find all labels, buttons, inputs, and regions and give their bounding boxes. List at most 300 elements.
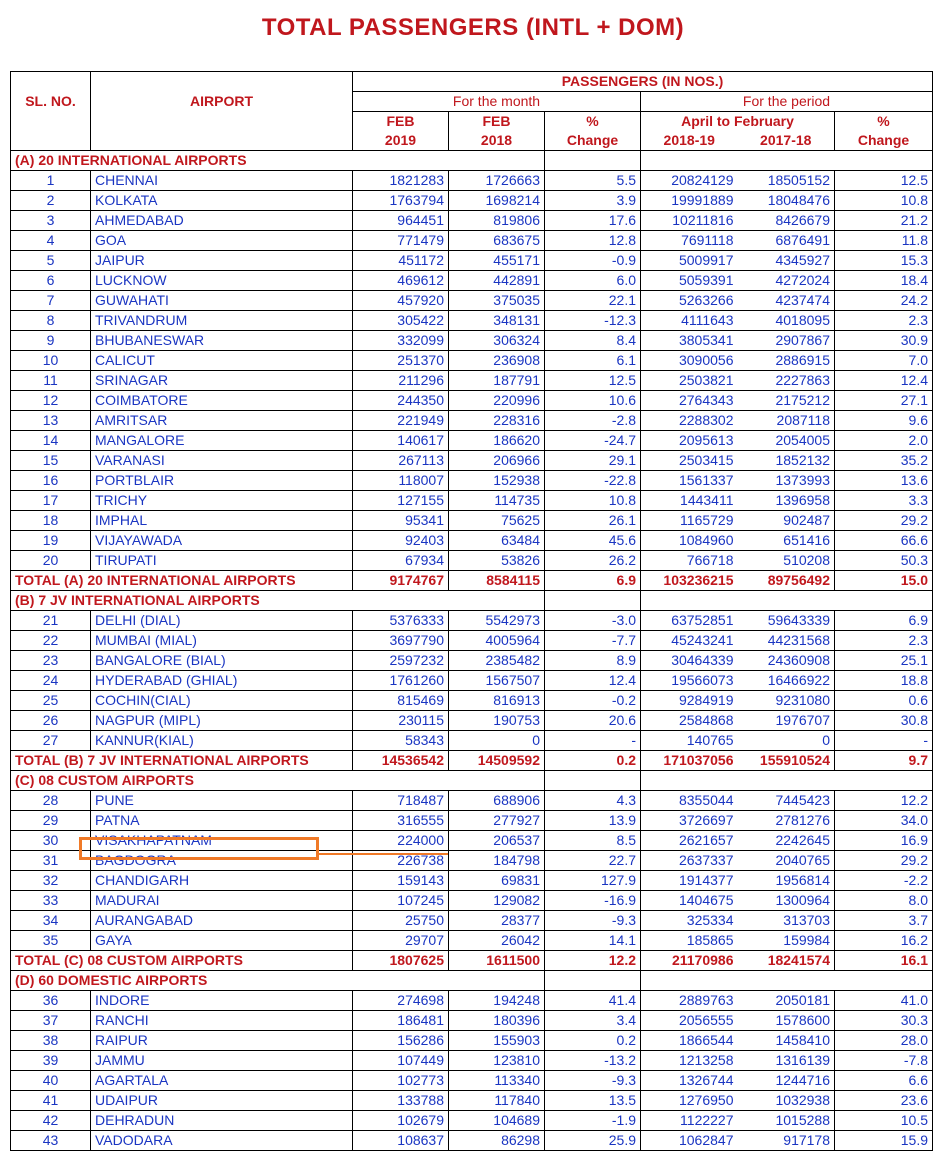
period-2017-18-cell: 2040765 — [738, 851, 835, 871]
month-change-cell: -24.7 — [545, 431, 641, 451]
period-change-cell: 2.3 — [835, 631, 933, 651]
period-2018-19-cell: 10211816 — [641, 211, 738, 231]
period-2018-19-cell: 4111643 — [641, 311, 738, 331]
period-change-cell: 2.0 — [835, 431, 933, 451]
feb-2019-cell: 332099 — [353, 331, 449, 351]
total-feb-2019-cell: 14536542 — [353, 751, 449, 771]
airport-name-cell: PATNA — [91, 811, 353, 831]
period-change-cell: 16.9 — [835, 831, 933, 851]
month-change-cell: -13.2 — [545, 1051, 641, 1071]
airport-name-cell: BANGALORE (BIAL) — [91, 651, 353, 671]
airport-name-cell: AMRITSAR — [91, 411, 353, 431]
header-airport-bottom — [91, 131, 353, 151]
table-row — [11, 791, 933, 811]
serial-number-cell: 8 — [11, 311, 91, 331]
table-row — [11, 891, 933, 911]
serial-number-cell: 25 — [11, 691, 91, 711]
section-spacer — [641, 971, 933, 991]
period-2018-19-cell: 1276950 — [641, 1091, 738, 1111]
serial-number-cell: 41 — [11, 1091, 91, 1111]
airport-name-cell: CHENNAI — [91, 171, 353, 191]
serial-number-cell: 7 — [11, 291, 91, 311]
feb-2018-cell: 819806 — [449, 211, 545, 231]
feb-2018-cell: 184798 — [449, 851, 545, 871]
feb-2019-cell: 316555 — [353, 811, 449, 831]
feb-2018-cell: 277927 — [449, 811, 545, 831]
airport-name-cell: KOLKATA — [91, 191, 353, 211]
serial-number-cell: 12 — [11, 391, 91, 411]
serial-number-cell: 33 — [11, 891, 91, 911]
feb-2018-cell: 123810 — [449, 1051, 545, 1071]
feb-2019-cell: 224000 — [353, 831, 449, 851]
period-2018-19-cell: 1213258 — [641, 1051, 738, 1071]
period-2018-19-cell: 185865 — [641, 931, 738, 951]
section-title: (A) 20 INTERNATIONAL AIRPORTS — [11, 151, 545, 171]
feb-2018-cell: 113340 — [449, 1071, 545, 1091]
feb-2019-cell: 133788 — [353, 1091, 449, 1111]
table-row — [11, 271, 933, 291]
month-change-cell: 22.7 — [545, 851, 641, 871]
feb-2019-cell: 469612 — [353, 271, 449, 291]
total-period-2018-19-cell: 103236215 — [641, 571, 738, 591]
serial-number-cell: 29 — [11, 811, 91, 831]
period-2017-18-cell: 18505152 — [738, 171, 835, 191]
serial-number-cell: 1 — [11, 171, 91, 191]
period-2017-18-cell: 510208 — [738, 551, 835, 571]
feb-2018-cell: 306324 — [449, 331, 545, 351]
period-2018-19-cell: 2764343 — [641, 391, 738, 411]
serial-number-cell: 23 — [11, 651, 91, 671]
table-row — [11, 311, 933, 331]
period-change-cell: 0.6 — [835, 691, 933, 711]
period-change-cell: 12.4 — [835, 371, 933, 391]
period-change-cell: 25.1 — [835, 651, 933, 671]
airport-name-cell: TRICHY — [91, 491, 353, 511]
total-feb-2018-cell: 8584115 — [449, 571, 545, 591]
airport-name-cell: LUCKNOW — [91, 271, 353, 291]
serial-number-cell: 4 — [11, 231, 91, 251]
section-title: (C) 08 CUSTOM AIRPORTS — [11, 771, 545, 791]
period-2018-19-cell: 1165729 — [641, 511, 738, 531]
period-change-cell: 10.5 — [835, 1111, 933, 1131]
month-change-cell: 3.9 — [545, 191, 641, 211]
feb-2018-cell: 104689 — [449, 1111, 545, 1131]
airport-name-cell: BAGDOGRA — [91, 851, 353, 871]
table-row — [11, 731, 933, 751]
month-change-cell: 26.1 — [545, 511, 641, 531]
period-2017-18-cell: 7445423 — [738, 791, 835, 811]
airport-name-cell: VIJAYAWADA — [91, 531, 353, 551]
feb-2018-cell: 455171 — [449, 251, 545, 271]
airport-name-cell: COIMBATORE — [91, 391, 353, 411]
period-2018-19-cell: 19991889 — [641, 191, 738, 211]
feb-2019-cell: 29707 — [353, 931, 449, 951]
month-change-cell: 8.5 — [545, 831, 641, 851]
total-feb-2019-cell: 1807625 — [353, 951, 449, 971]
period-2017-18-cell: 2054005 — [738, 431, 835, 451]
period-2018-19-cell: 1561337 — [641, 471, 738, 491]
table-row — [11, 1131, 933, 1151]
period-change-cell: 21.2 — [835, 211, 933, 231]
period-2018-19-cell: 20824129 — [641, 171, 738, 191]
serial-number-cell: 15 — [11, 451, 91, 471]
period-change-cell: 9.6 — [835, 411, 933, 431]
total-period-change-cell: 15.0 — [835, 571, 933, 591]
period-2017-18-cell: 159984 — [738, 931, 835, 951]
airport-name-cell: PORTBLAIR — [91, 471, 353, 491]
feb-2018-cell: 236908 — [449, 351, 545, 371]
period-2017-18-cell: 1373993 — [738, 471, 835, 491]
period-2018-19-cell: 2095613 — [641, 431, 738, 451]
month-change-cell: -12.3 — [545, 311, 641, 331]
period-2017-18-cell: 1956814 — [738, 871, 835, 891]
feb-2019-cell: 5376333 — [353, 611, 449, 631]
total-row — [11, 571, 933, 591]
month-change-cell: -3.0 — [545, 611, 641, 631]
period-2017-18-cell: 24360908 — [738, 651, 835, 671]
table-row — [11, 691, 933, 711]
month-change-cell: 6.0 — [545, 271, 641, 291]
feb-2018-cell: 129082 — [449, 891, 545, 911]
period-change-cell: 66.6 — [835, 531, 933, 551]
month-change-cell: 4.3 — [545, 791, 641, 811]
airport-name-cell: IMPHAL — [91, 511, 353, 531]
period-2018-19-cell: 2056555 — [641, 1011, 738, 1031]
serial-number-cell: 14 — [11, 431, 91, 451]
table-row — [11, 191, 933, 211]
serial-number-cell: 10 — [11, 351, 91, 371]
table-row — [11, 1111, 933, 1131]
airport-name-cell: VADODARA — [91, 1131, 353, 1151]
serial-number-cell: 9 — [11, 331, 91, 351]
feb-2018-cell: 28377 — [449, 911, 545, 931]
feb-2018-cell: 63484 — [449, 531, 545, 551]
period-2018-19-cell: 19566073 — [641, 671, 738, 691]
highlight-box — [79, 837, 319, 860]
total-month-change-cell: 12.2 — [545, 951, 641, 971]
table-row — [11, 511, 933, 531]
period-change-cell: 29.2 — [835, 511, 933, 531]
feb-2019-cell: 1761260 — [353, 671, 449, 691]
period-2017-18-cell: 1976707 — [738, 711, 835, 731]
serial-number-cell: 19 — [11, 531, 91, 551]
airport-name-cell: AURANGABAD — [91, 911, 353, 931]
period-2017-18-cell: 313703 — [738, 911, 835, 931]
section-spacer — [641, 771, 933, 791]
period-change-cell: 18.8 — [835, 671, 933, 691]
month-change-cell: -2.8 — [545, 411, 641, 431]
feb-2019-cell: 1763794 — [353, 191, 449, 211]
table-row — [11, 451, 933, 471]
period-2017-18-cell: 1015288 — [738, 1111, 835, 1131]
feb-2019-cell: 457920 — [353, 291, 449, 311]
period-2017-18-cell: 6876491 — [738, 231, 835, 251]
period-2017-18-cell: 2907867 — [738, 331, 835, 351]
period-change-cell: 10.8 — [835, 191, 933, 211]
feb-2018-cell: 375035 — [449, 291, 545, 311]
total-feb-2018-cell: 14509592 — [449, 751, 545, 771]
feb-2019-cell: 211296 — [353, 371, 449, 391]
period-change-cell: 29.2 — [835, 851, 933, 871]
table-row — [11, 551, 933, 571]
serial-number-cell: 43 — [11, 1131, 91, 1151]
airport-name-cell: TRIVANDRUM — [91, 311, 353, 331]
period-2017-18-cell: 4272024 — [738, 271, 835, 291]
month-change-cell: 29.1 — [545, 451, 641, 471]
table-row — [11, 531, 933, 551]
header-airport-mid — [91, 112, 353, 132]
feb-2018-cell: 206966 — [449, 451, 545, 471]
airport-name-cell: KANNUR(KIAL) — [91, 731, 353, 751]
section-spacer — [641, 151, 933, 171]
feb-2018-cell: 1567507 — [449, 671, 545, 691]
period-2018-19-cell: 1914377 — [641, 871, 738, 891]
airport-name-cell: NAGPUR (MIPL) — [91, 711, 353, 731]
period-2017-18-cell: 2050181 — [738, 991, 835, 1011]
period-2017-18-cell: 651416 — [738, 531, 835, 551]
period-2017-18-cell: 4018095 — [738, 311, 835, 331]
period-change-cell: 41.0 — [835, 991, 933, 1011]
table-row — [11, 651, 933, 671]
period-change-cell: - — [835, 731, 933, 751]
period-change-cell: 6.6 — [835, 1071, 933, 1091]
serial-number-cell: 6 — [11, 271, 91, 291]
feb-2019-cell: 67934 — [353, 551, 449, 571]
period-change-cell: 12.2 — [835, 791, 933, 811]
table-row — [11, 931, 933, 951]
serial-number-cell: 35 — [11, 931, 91, 951]
month-change-cell: 12.4 — [545, 671, 641, 691]
feb-2019-cell: 771479 — [353, 231, 449, 251]
month-change-cell: 12.5 — [545, 371, 641, 391]
period-2018-19-cell: 2288302 — [641, 411, 738, 431]
period-change-cell: 6.9 — [835, 611, 933, 631]
feb-2018-cell: 180396 — [449, 1011, 545, 1031]
passenger-table — [10, 71, 933, 1151]
airport-name-cell: JAIPUR — [91, 251, 353, 271]
period-2017-18-cell: 2175212 — [738, 391, 835, 411]
period-2018-19-cell: 2503415 — [641, 451, 738, 471]
section-spacer — [641, 591, 933, 611]
feb-2018-cell: 1726663 — [449, 171, 545, 191]
month-change-cell: -16.9 — [545, 891, 641, 911]
period-2017-18-cell: 1032938 — [738, 1091, 835, 1111]
feb-2019-cell: 2597232 — [353, 651, 449, 671]
month-change-cell: 3.4 — [545, 1011, 641, 1031]
section-spacer — [545, 151, 641, 171]
feb-2018-cell: 228316 — [449, 411, 545, 431]
feb-2018-cell: 75625 — [449, 511, 545, 531]
period-2018-19-cell: 9284919 — [641, 691, 738, 711]
total-month-change-cell: 6.9 — [545, 571, 641, 591]
period-2018-19-cell: 2503821 — [641, 371, 738, 391]
feb-2019-cell: 108637 — [353, 1131, 449, 1151]
header-pct1: % — [545, 112, 641, 132]
table-row — [11, 1071, 933, 1091]
feb-2018-cell: 5542973 — [449, 611, 545, 631]
feb-2019-cell: 267113 — [353, 451, 449, 471]
table-row — [11, 331, 933, 351]
feb-2019-cell: 58343 — [353, 731, 449, 751]
section-header-row — [11, 151, 933, 171]
period-2018-19-cell: 2584868 — [641, 711, 738, 731]
serial-number-cell: 3 — [11, 211, 91, 231]
month-change-cell: -9.3 — [545, 1071, 641, 1091]
period-2017-18-cell: 1244716 — [738, 1071, 835, 1091]
header-2018: 2018 — [449, 131, 545, 151]
section-title: (D) 60 DOMESTIC AIRPORTS — [11, 971, 545, 991]
serial-number-cell: 2 — [11, 191, 91, 211]
header-for-month: For the month — [353, 92, 641, 112]
period-change-cell: 28.0 — [835, 1031, 933, 1051]
serial-number-cell: 28 — [11, 791, 91, 811]
total-period-2017-18-cell: 18241574 — [738, 951, 835, 971]
total-period-2017-18-cell: 155910524 — [738, 751, 835, 771]
section-header-row — [11, 971, 933, 991]
header-slno-top — [11, 72, 91, 92]
period-2017-18-cell: 2227863 — [738, 371, 835, 391]
month-change-cell: 14.1 — [545, 931, 641, 951]
period-change-cell: 13.6 — [835, 471, 933, 491]
period-change-cell: 24.2 — [835, 291, 933, 311]
period-2018-19-cell: 45243241 — [641, 631, 738, 651]
feb-2019-cell: 102773 — [353, 1071, 449, 1091]
serial-number-cell: 11 — [11, 371, 91, 391]
period-change-cell: 18.4 — [835, 271, 933, 291]
feb-2018-cell: 688906 — [449, 791, 545, 811]
month-change-cell: 8.4 — [545, 331, 641, 351]
feb-2018-cell: 2385482 — [449, 651, 545, 671]
airport-name-cell: AHMEDABAD — [91, 211, 353, 231]
feb-2019-cell: 3697790 — [353, 631, 449, 651]
period-2018-19-cell: 1084960 — [641, 531, 738, 551]
period-change-cell: 3.7 — [835, 911, 933, 931]
airport-name-cell: PUNE — [91, 791, 353, 811]
serial-number-cell: 17 — [11, 491, 91, 511]
table-row — [11, 671, 933, 691]
feb-2018-cell: 69831 — [449, 871, 545, 891]
serial-number-cell: 21 — [11, 611, 91, 631]
month-change-cell: -7.7 — [545, 631, 641, 651]
period-change-cell: 35.2 — [835, 451, 933, 471]
table-row — [11, 431, 933, 451]
feb-2018-cell: 117840 — [449, 1091, 545, 1111]
serial-number-cell: 31 — [11, 851, 91, 871]
airport-name-cell: DELHI (DIAL) — [91, 611, 353, 631]
month-change-cell: 8.9 — [545, 651, 641, 671]
feb-2019-cell: 964451 — [353, 211, 449, 231]
airport-name-cell: JAMMU — [91, 1051, 353, 1071]
airport-name-cell: AGARTALA — [91, 1071, 353, 1091]
section-spacer — [545, 771, 641, 791]
airport-name-cell: MUMBAI (MIAL) — [91, 631, 353, 651]
period-2017-18-cell: 59643339 — [738, 611, 835, 631]
table-row — [11, 1091, 933, 1111]
section-header-row — [11, 591, 933, 611]
table-row — [11, 871, 933, 891]
month-change-cell: -22.8 — [545, 471, 641, 491]
period-change-cell: 30.8 — [835, 711, 933, 731]
airport-name-cell: TIRUPATI — [91, 551, 353, 571]
period-2017-18-cell: 4345927 — [738, 251, 835, 271]
feb-2019-cell: 718487 — [353, 791, 449, 811]
period-2018-19-cell: 5263266 — [641, 291, 738, 311]
period-2018-19-cell: 63752851 — [641, 611, 738, 631]
header-for-period: For the period — [641, 92, 933, 112]
header-feb-a: FEB — [353, 112, 449, 132]
feb-2018-cell: 26042 — [449, 931, 545, 951]
table-row — [11, 411, 933, 431]
header-slno-mid — [11, 112, 91, 132]
period-2017-18-cell: 2242645 — [738, 831, 835, 851]
airport-name-cell: UDAIPUR — [91, 1091, 353, 1111]
airport-name-cell: CALICUT — [91, 351, 353, 371]
feb-2019-cell: 140617 — [353, 431, 449, 451]
period-change-cell: 2.3 — [835, 311, 933, 331]
feb-2018-cell: 1698214 — [449, 191, 545, 211]
highlight-underline — [316, 853, 448, 855]
feb-2018-cell: 220996 — [449, 391, 545, 411]
table-row — [11, 611, 933, 631]
feb-2019-cell: 221949 — [353, 411, 449, 431]
period-2017-18-cell: 1852132 — [738, 451, 835, 471]
table-row — [11, 371, 933, 391]
serial-number-cell: 39 — [11, 1051, 91, 1071]
feb-2018-cell: 155903 — [449, 1031, 545, 1051]
period-change-cell: 16.2 — [835, 931, 933, 951]
feb-2018-cell: 53826 — [449, 551, 545, 571]
period-2018-19-cell: 8355044 — [641, 791, 738, 811]
period-change-cell: 34.0 — [835, 811, 933, 831]
airport-name-cell: SRINAGAR — [91, 371, 353, 391]
page-title: TOTAL PASSENGERS (INTL + DOM) — [261, 14, 685, 41]
period-2017-18-cell: 9231080 — [738, 691, 835, 711]
period-2018-19-cell: 3090056 — [641, 351, 738, 371]
section-spacer — [545, 591, 641, 611]
month-change-cell: 17.6 — [545, 211, 641, 231]
period-2018-19-cell: 1122227 — [641, 1111, 738, 1131]
table-row — [11, 1011, 933, 1031]
serial-number-cell: 27 — [11, 731, 91, 751]
month-change-cell: 10.6 — [545, 391, 641, 411]
table-row — [11, 171, 933, 191]
month-change-cell: -1.9 — [545, 1111, 641, 1131]
period-2018-19-cell: 30464339 — [641, 651, 738, 671]
table-row — [11, 811, 933, 831]
period-2017-18-cell: 902487 — [738, 511, 835, 531]
period-2018-19-cell: 1404675 — [641, 891, 738, 911]
period-change-cell: 27.1 — [835, 391, 933, 411]
header-apr-feb: April to February — [641, 112, 835, 132]
feb-2019-cell: 226738 — [353, 851, 449, 871]
table-row — [11, 991, 933, 1011]
feb-2019-cell: 274698 — [353, 991, 449, 1011]
feb-2019-cell: 95341 — [353, 511, 449, 531]
month-change-cell: 0.2 — [545, 1031, 641, 1051]
airport-name-cell: RANCHI — [91, 1011, 353, 1031]
serial-number-cell: 5 — [11, 251, 91, 271]
total-label-cell: TOTAL (A) 20 INTERNATIONAL AIRPORTS — [11, 571, 353, 591]
period-2018-19-cell: 2621657 — [641, 831, 738, 851]
total-period-change-cell: 16.1 — [835, 951, 933, 971]
table-row — [11, 631, 933, 651]
table-row — [11, 251, 933, 271]
period-2017-18-cell: 1578600 — [738, 1011, 835, 1031]
section-title: (B) 7 JV INTERNATIONAL AIRPORTS — [11, 591, 545, 611]
total-period-2018-19-cell: 21170986 — [641, 951, 738, 971]
period-2018-19-cell: 1062847 — [641, 1131, 738, 1151]
section-spacer — [545, 971, 641, 991]
